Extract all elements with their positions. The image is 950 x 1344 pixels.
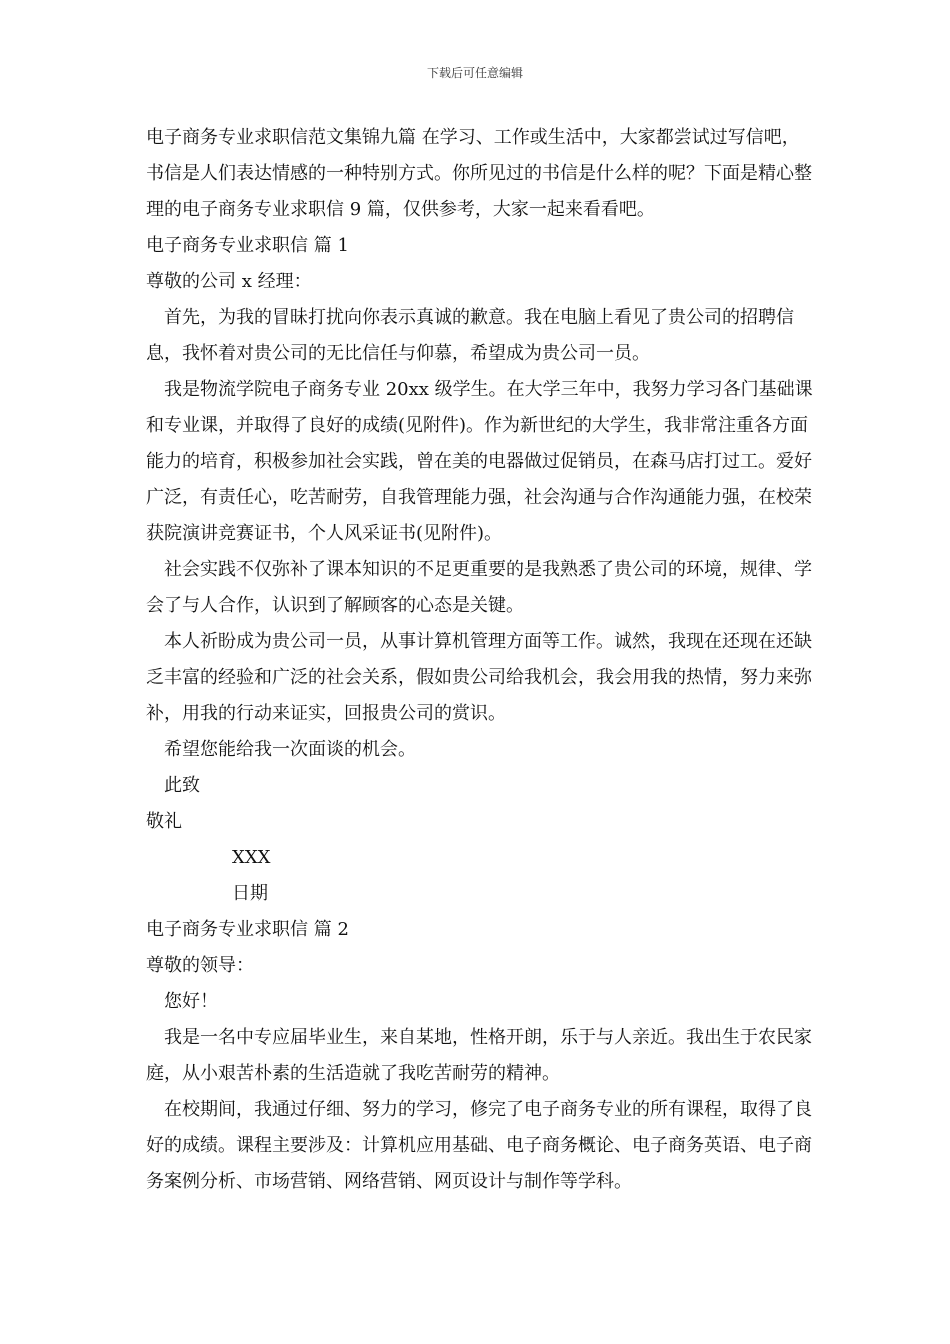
document-body [146, 120, 816, 1200]
letter1-paragraph-5: 希望您能给我一次面谈的机会。 [164, 739, 416, 760]
intro-paragraph: 电子商务专业求职信范文集锦九篇 在学习、工作或生活中，大家都尝试过写信吧，书信是人们表达情感的一种特别方式。你所见过的书信是什么样的呢？下面是精心整理的电子商务专业求职信 9 篇，仅供参考，大家一起来看看吧。 [146, 127, 812, 220]
letter1-closing-1: 此致 [164, 775, 200, 796]
letter2-greeting: 您好！ [164, 991, 218, 1012]
letter2-paragraph-2: 在校期间，我通过仔细、努力的学习，修完了电子商务专业的所有课程，取得了良好的成绩。课程主要涉及：计算机应用基础、电子商务概论、电子商务英语、电子商务案例分析、市场营销、网络营销、网页设计与制作等学科。 [146, 1099, 812, 1192]
letter2-paragraph-1: 我是一名中专应届毕业生，来自某地，性格开朗，乐于与人亲近。我出生于农民家庭，从小艰苦朴素的生活造就了我吃苦耐劳的精神。 [146, 1027, 812, 1084]
letter1-salutation: 尊敬的公司 x 经理： [146, 271, 312, 292]
letter1-closing-2: 敬礼 [146, 811, 182, 832]
letter1-paragraph-2: 我是物流学院电子商务专业 20xx 级学生。在大学三年中，我努力学习各门基础课和专业课，并取得了良好的成绩(见附件)。作为新世纪的大学生，我非常注重各方面能力的培育，积极参加社会实践，曾在美的电器做过促销员，在森马店打过工。爱好广泛，有责任心，吃苦耐劳，自我管理能力强，社会沟通与合作沟通能力强，在校荣获院演讲竞赛证书，个人风采证书(见附件)。 [146, 379, 813, 544]
letter1-signature: XXX [232, 847, 271, 868]
letter2-title: 电子商务专业求职信 篇 2 [146, 919, 349, 940]
letter2-salutation: 尊敬的领导： [146, 955, 254, 976]
page-header-note: 下载后可任意编辑 [426, 66, 523, 80]
letter1-date: 日期 [232, 883, 268, 904]
letter1-paragraph-3: 社会实践不仅弥补了课本知识的不足更重要的是我熟悉了贵公司的环境，规律、学会了与人合作，认识到了解顾客的心态是关键。 [146, 559, 812, 616]
letter1-paragraph-4: 本人祈盼成为贵公司一员，从事计算机管理方面等工作。诚然，我现在还现在还缺乏丰富的经验和广泛的社会关系，假如贵公司给我机会，我会用我的热情，努力来弥补，用我的行动来证实，回报贵公司的赏识。 [146, 631, 812, 724]
letter1-paragraph-1: 首先，为我的冒昧打扰向你表示真诚的歉意。我在电脑上看见了贵公司的招聘信息，我怀着对贵公司的无比信任与仰慕，希望成为贵公司一员。 [146, 307, 794, 364]
letter1-title: 电子商务专业求职信 篇 1 [146, 235, 349, 256]
